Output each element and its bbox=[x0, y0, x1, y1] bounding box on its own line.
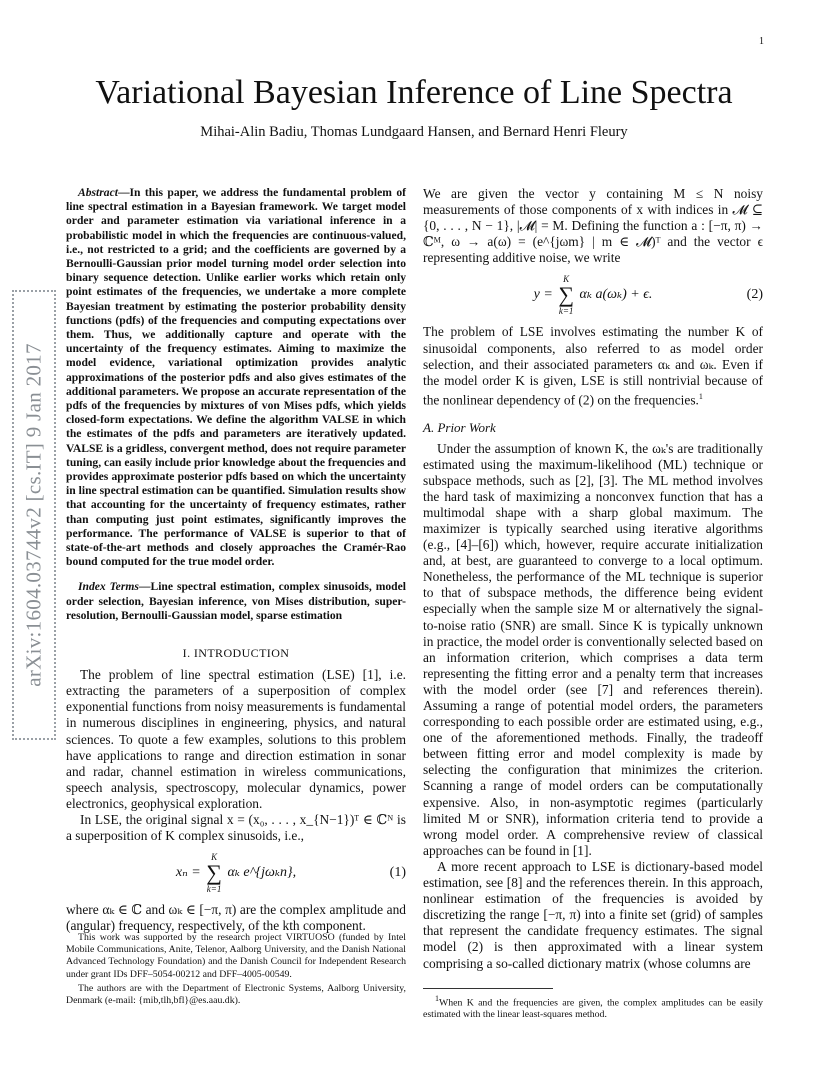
equation-1 bbox=[66, 852, 406, 894]
summation-symbol bbox=[558, 274, 574, 316]
section-heading-introduction: I. INTRODUCTION bbox=[182, 646, 290, 661]
equation-2-number: (2) bbox=[746, 287, 763, 303]
footnotes-left bbox=[66, 932, 406, 1009]
equation-1-number: (1) bbox=[389, 865, 406, 881]
abstract-label: Abstract bbox=[78, 186, 118, 199]
right-paragraph-2 bbox=[423, 324, 763, 408]
right-paragraph-1: We are given the vector y containing M ≤ N noisy measurements of those components of x with indices in 𝓜 ⊆ {0, . . . , N − 1}, |𝓜| = M. Defining the function a : [−π, π) → ℂᴹ, ω → a(ω) = (e^{jωm} | m ∈ 𝓜)ᵀ and the vector ϵ representing additive noise, we write bbox=[423, 186, 763, 266]
equation-2 bbox=[423, 274, 763, 316]
equation-1-left: xₙ = bbox=[175, 865, 201, 881]
prior-work-paragraph-2: A more recent approach to LSE is dictionary-based model estimation, see [8] and the references therein. In this approach, nonlinear estimation of the frequencies is avoided by discretizing the range [−π, π) into a finite set (grid) of samples that represent the candidate frequency estimates. The signal model (2) is then approximated with a linear system comprising a so-called dictionary matrix (whose columns are bbox=[423, 858, 763, 971]
paper-authors: Mihai-Alin Badiu, Thomas Lundgaard Hansen, and Bernard Henri Fleury bbox=[200, 124, 628, 140]
equation-2-left: y = bbox=[533, 287, 553, 303]
subsection-heading-prior-work: A. Prior Work bbox=[423, 420, 496, 436]
index-terms bbox=[66, 580, 406, 623]
page-number: 1 bbox=[759, 36, 764, 47]
right-column bbox=[423, 186, 763, 972]
arxiv-stamp bbox=[12, 290, 56, 740]
paper-title: Variational Bayesian Inference of Line Spectra bbox=[95, 74, 733, 111]
intro-paragraph-3: where αₖ ∈ ℂ and ωₖ ∈ [−π, π) are the complex amplitude and (angular) frequency, respectively, of the kth component. bbox=[66, 902, 406, 934]
sum-upper-limit: K bbox=[563, 274, 570, 285]
left-column bbox=[66, 186, 406, 934]
footnote-right bbox=[423, 988, 763, 1022]
right-paragraph-2-text: The problem of LSE involves estimating the number K of sinusoidal components, also referred to as model order selection, and their associated parameters αₖ and ωₖ. Even if the model order K is given, LSE is still nontrivial because of the nonlinear dependency of (2) on the frequencies. bbox=[423, 324, 763, 408]
intro-paragraph-2: In LSE, the original signal x = (x₀, . . . , x_{N−1})ᵀ ∈ ℂᴺ is a superposition of K complex sinusoids, i.e., bbox=[66, 812, 406, 844]
sigma-glyph: ∑ bbox=[206, 860, 222, 886]
footnote-rule bbox=[423, 988, 553, 989]
intro-paragraph-1: The problem of line spectral estimation (LSE) [1], i.e. extracting the parameters of a superposition of complex exponential functions from noisy measurements is fundamental in numerous disciplines in engineering, physics, and natural sciences. To quote a few examples, solutions to this problem have applications to range and direction estimation in sonar and radar, channel estimation in wireless communications, speech analysis, spectroscopy, molecular dynamics, power electronics, geophysical exploration. bbox=[66, 667, 406, 811]
affiliation-footnote: The authors are with the Department of Electronic Systems, Aalborg University, Denmark (e-mail: {mib,tlh,bfl}@es.aau.dk). bbox=[66, 982, 406, 1007]
index-terms-text: —Line spectral estimation, complex sinusoids, model order selection, Bayesian inference, von Mises distribution, super-resolution, Bernoulli-Gaussian model, sparse estimation bbox=[66, 580, 407, 622]
summation-symbol bbox=[206, 852, 222, 894]
equation-2-right: αₖ a(ωₖ) + ϵ. bbox=[579, 287, 653, 303]
footnote-1-mark: 1 bbox=[435, 994, 439, 1003]
footnote-mark: 1 bbox=[698, 391, 703, 401]
sum-lower-limit: k=1 bbox=[558, 306, 574, 317]
funding-footnote: This work was supported by the research project VIRTUOSO (funded by Intel Mobile Communications, Anite, Telenor, Aalborg University, and the Danish National Advanced Technology Foundation) and the Danish Council for Independent Research under grant IDs DFF–5054-00212 and DFF–4005-00549. bbox=[66, 932, 406, 980]
sum-upper-limit: K bbox=[211, 852, 218, 863]
footnote-1-text: When K and the frequencies are given, the complex amplitudes can be easily estimated with the linear least-squares method. bbox=[423, 997, 763, 1021]
sigma-glyph: ∑ bbox=[558, 282, 574, 308]
sum-lower-limit: k=1 bbox=[206, 884, 222, 895]
prior-work-paragraph-1: Under the assumption of known K, the ωₖ's are traditionally estimated using the maximum-likelihood (ML) technique or subspace methods, such as [2], [3]. The ML method involves the hard task of maximizing a nonconvex function that has a multimodal shape with a sharp global maximum. The maximizer is typically searched using iterative algorithms (e.g., [4]–[6]) which, however, require accurate initialization and, at best, are guaranteed to converge to a local optimum. Nonetheless, the performance of the ML technique is superior to that of subspace methods, the difference being evident especially when the sample size M or alternatively the signal-to-noise ratio (SNR) are small. Since K is typically unknown in practice, the model order is conventionally selected based on an information criterion, which comprises a data term representing the fitting error and a penalty term that increases with the model order (see [7] and references therein). Assuming a range of potential model orders, the parameters corresponding to each possible order are estimated using, e.g., one of the aforementioned methods. Finally, the tradeoff between fitting error and model complexity is made by selecting the configuration that minimizes the criterion. Scanning a range of model orders can be computationally expensive. Also, in non-asymptotic regimes (particularly limited M or SNR), information criteria tend to provide a wrong model order. A comprehensive review of classical approaches can be found in [1]. bbox=[423, 440, 763, 858]
arxiv-stamp-text: arXiv:1604.03744v2 [cs.IT] 9 Jan 2017 bbox=[21, 343, 46, 687]
abstract-text: —In this paper, we address the fundamental problem of line spectral estimation in a Bayesian framework. We target model order and parameter estimation via variational inference in a probabilistic model in which the frequencies are continuous-valued, i.e., not restricted to a grid; and the coefficients are governed by a Bernoulli-Gaussian prior model turning model order selection into binary sequence detection. Unlike earlier works which retain only point estimates of the frequencies, we undertake a more complete Bayesian treatment by estimating the posterior probability density functions (pdfs) of the frequencies and computing expectations over them. Thus, we additionally capture and operate with the uncertainty of the frequency estimates. Aiming to maximize the model evidence, variational optimization provides analytic approximations of the posterior pdfs and also gives estimates of the additional parameters. We propose an accurate representation of the pdfs of the frequencies by mixtures of von Mises pdfs, which yields closed-form expectations. We define the algorithm VALSE in which the estimates of the pdfs and parameters are iteratively updated. VALSE is a gridless, convergent method, does not require parameter tuning, can easily include prior knowledge about the frequencies and provides approximate posterior pdfs based on which the uncertainty in line spectral estimation can be quantified. Simulation results show that accounting for the uncertainty of frequency estimates, rather than computing just point estimates, significantly improves the performance. The performance of VALSE is superior to that of state-of-the-art methods and closely approaches the Cramér-Rao bound computed for the true model order. bbox=[66, 186, 406, 569]
abstract bbox=[66, 186, 406, 569]
footnote-1 bbox=[423, 993, 763, 1022]
equation-1-right: αₖ e^{jωₖn}, bbox=[227, 865, 297, 881]
index-terms-label: Index Terms bbox=[78, 580, 139, 594]
